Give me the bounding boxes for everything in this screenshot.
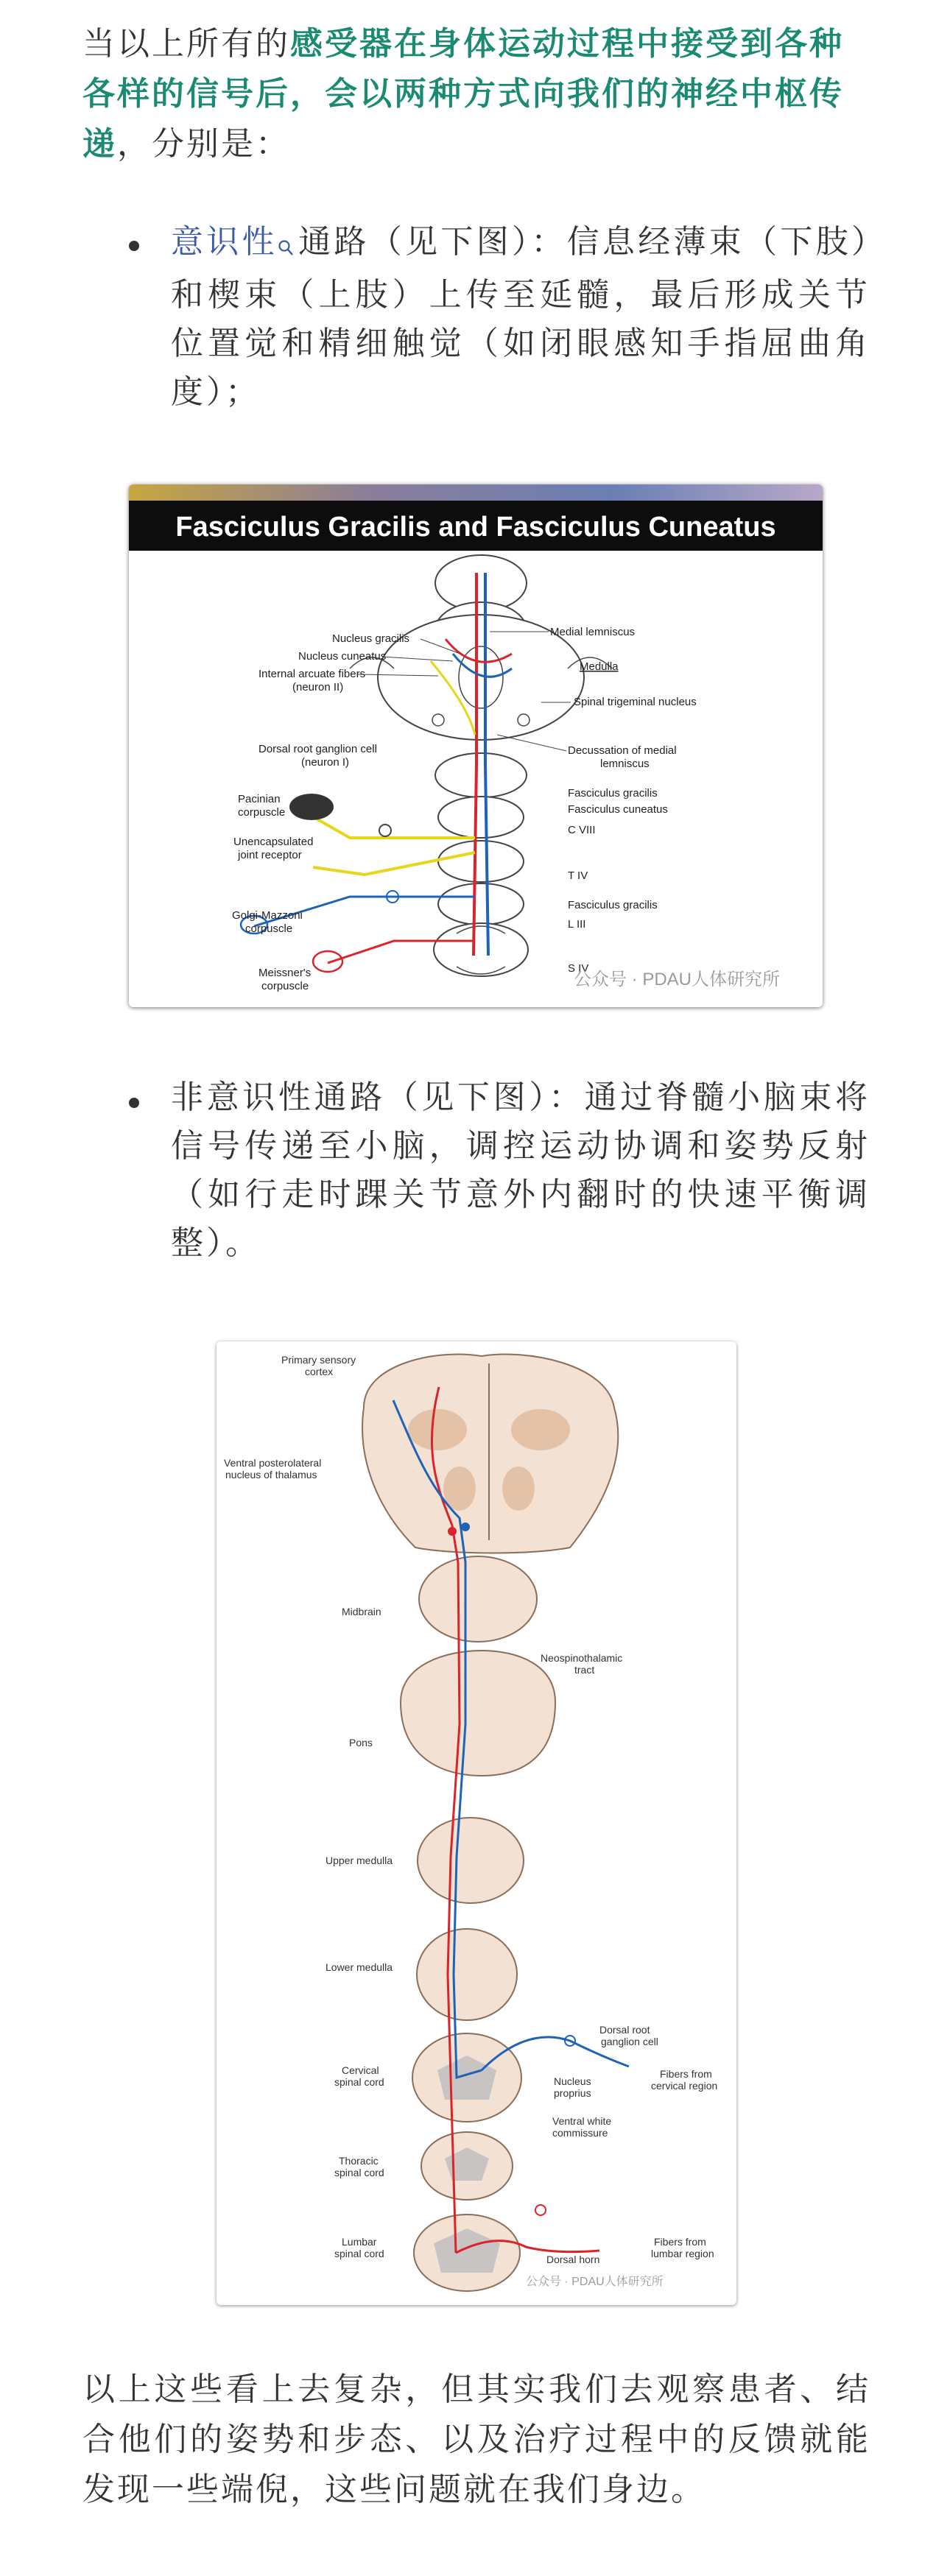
figure-label: Ventral white <box>552 2115 612 2127</box>
figure-label: Internal arcuate fibers <box>258 668 366 680</box>
closing-paragraph: 以上这些看上去复杂，但其实我们去观察患者、结合他们的姿势和步态、以及治疗过程中的反馈就能发现一些端倪，这些问题就在我们身边。 <box>82 2371 870 2508</box>
figure-label: Fasciculus cuneatus <box>568 803 668 816</box>
figure-label: Fasciculus gracilis <box>568 787 658 800</box>
figure1-title: Fasciculus Gracilis and Fasciculus Cuneatus <box>175 512 776 543</box>
conscious-link[interactable]: 意识性 <box>171 223 278 261</box>
figure-label: Thoracic <box>339 2155 379 2167</box>
figure-label: Primary sensory <box>281 1354 356 1366</box>
figure-label: cervical region <box>651 2080 718 2092</box>
figure-spinal-pathway <box>217 1341 736 2305</box>
figure-label: Upper medulla <box>326 1855 393 1866</box>
figure-label: Fibers from <box>654 2236 706 2248</box>
figure-label: Medulla <box>580 660 619 673</box>
figure-label: Unencapsulated <box>233 836 314 848</box>
figure-label: corpuscle <box>238 806 286 819</box>
intro-paragraph <box>82 19 870 169</box>
figure-label: Dorsal horn <box>546 2254 600 2265</box>
figure-label: C VIII <box>568 824 596 836</box>
figure-label: L III <box>568 918 586 931</box>
figure-label: (neuron II) <box>292 681 344 694</box>
bullet-2-text: 非意识性通路（见下图）：通过脊髓小脑束将信号传递至小脑，调控运动协调和姿势反射（如行走时踝关节意外内翻时的快速平衡调整）。 <box>171 1079 870 1262</box>
figure-label: Cervical <box>342 2064 379 2076</box>
figure-label: nucleus of thalamus <box>225 1469 317 1481</box>
figure-label: T IV <box>568 869 588 882</box>
figure-label: corpuscle <box>261 980 309 992</box>
figure-label: Ventral posterolateral <box>224 1457 322 1469</box>
figure-label: commissure <box>552 2127 608 2139</box>
bullet-1-text: 通路（见下图）：信息经薄束（下肢）和楔束（上肢）上传至延髓，最后形成关节位置觉和精细触觉（如闭眼感知手指屈曲角度）； <box>171 223 871 411</box>
figure-label: Nucleus <box>554 2075 591 2087</box>
figure-label: spinal cord <box>334 2167 384 2178</box>
figure-label: lemniscus <box>600 758 650 770</box>
figure-label: Fasciculus gracilis <box>568 899 658 911</box>
figure-label: Spinal trigeminal nucleus <box>574 696 697 708</box>
bullet-dot <box>129 1098 139 1108</box>
figure-label: Fibers from <box>660 2068 712 2080</box>
figure-label: Dorsal root <box>599 2024 650 2036</box>
figure-label: Medial lemniscus <box>550 626 636 638</box>
figure2-watermark: 公众号 · PDAU人体研究所 <box>526 2276 664 2288</box>
figure-label: joint receptor <box>238 849 302 861</box>
bullet-conscious-pathway <box>171 218 870 417</box>
figure-label: tract <box>574 1664 595 1676</box>
figure-label: Pons <box>349 1737 373 1748</box>
figure-label: Nucleus cuneatus <box>298 650 387 663</box>
figure-label: lumbar region <box>651 2248 714 2259</box>
figure-fasciculus-gracilis-cuneatus <box>129 484 823 1007</box>
figure-label: (neuron I) <box>301 756 350 769</box>
figure-label: cortex <box>305 1366 334 1377</box>
figure-label: Lower medulla <box>326 1961 393 1973</box>
figure1-watermark: 公众号 · PDAU人体研究所 <box>574 970 781 989</box>
intro-highlight: 感受器在身体运动过程中接受到各种各样的信号后，会以两种方式向我们的神经中枢传递 <box>82 25 844 163</box>
figure-label: Golgi-Mazzoni <box>232 909 303 922</box>
figure-label: Dorsal root ganglion cell <box>258 743 377 755</box>
figure-label: Pacinian <box>238 793 281 805</box>
figure-label: ganglion cell <box>601 2036 658 2047</box>
pacinian-corpuscle-shape <box>289 794 334 820</box>
figure-label: Lumbar <box>342 2236 377 2248</box>
figure-label: Midbrain <box>342 1606 381 1617</box>
bullet-dot <box>129 241 139 251</box>
figure-label: S IV <box>568 962 589 975</box>
figure-label: Neospinothalamic <box>541 1652 623 1664</box>
figure-label: proprius <box>554 2087 591 2099</box>
figure-label: Meissner's <box>258 967 312 979</box>
figure-label: spinal cord <box>334 2076 384 2088</box>
intro-suffix: ，分别是： <box>117 125 290 163</box>
figure-label: Nucleus gracilis <box>332 632 410 645</box>
search-icon[interactable] <box>278 222 294 271</box>
bullet-unconscious-pathway <box>171 1073 870 1268</box>
figure-label: spinal cord <box>334 2248 384 2259</box>
figure-label: Decussation of medial <box>568 744 677 757</box>
figure-label: corpuscle <box>245 922 293 935</box>
intro-prefix: 当以上所有的 <box>82 25 290 63</box>
